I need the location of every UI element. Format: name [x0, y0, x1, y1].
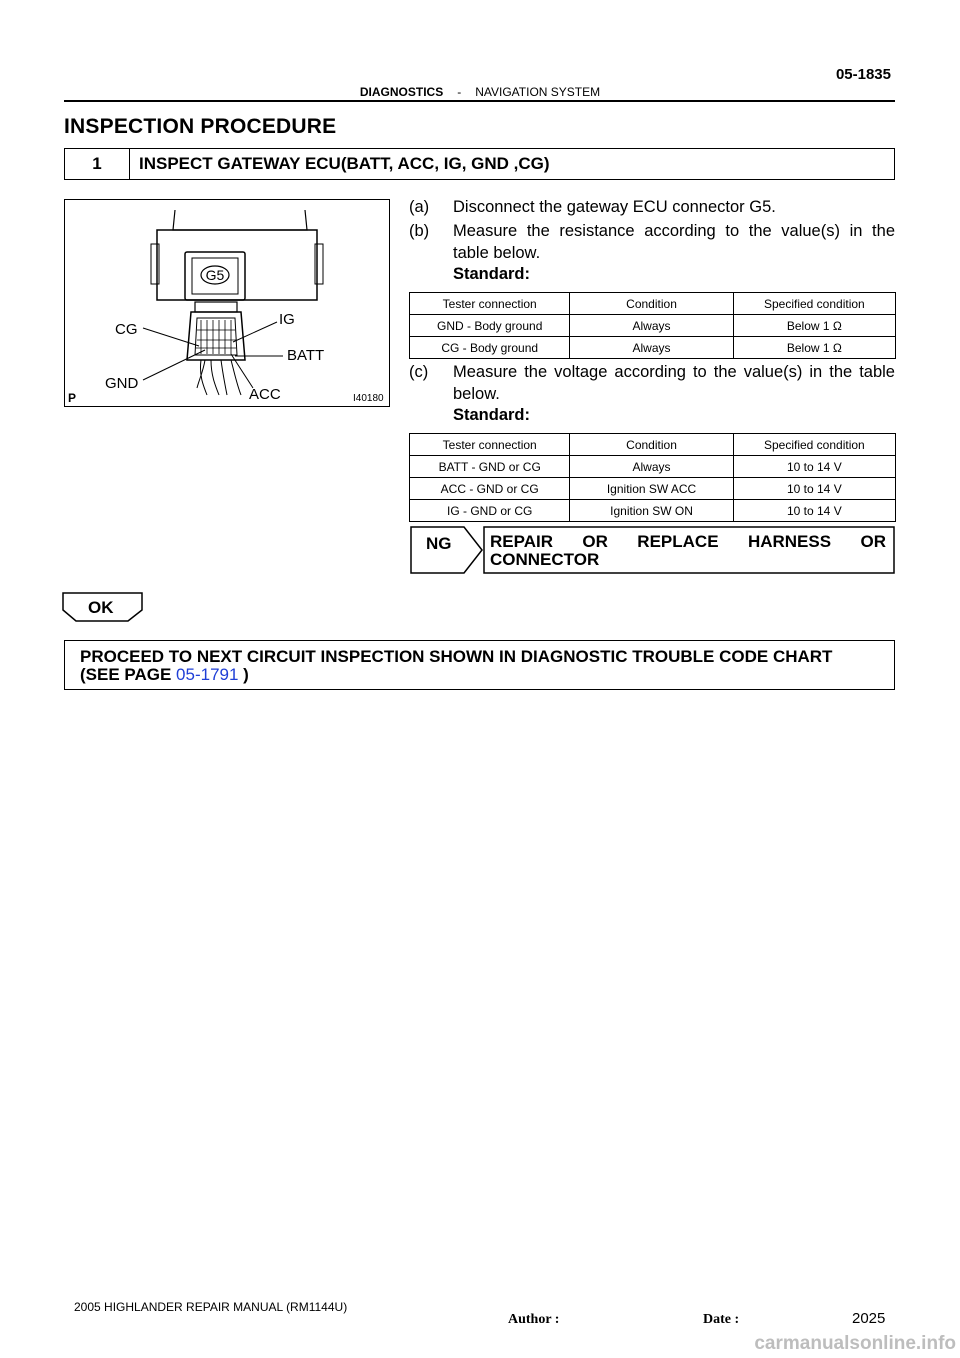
table-cell: Below 1 Ω — [733, 337, 895, 359]
voltage-table — [409, 433, 896, 522]
ng-label: NG — [426, 534, 452, 553]
footer-manual-title: 2005 HIGHLANDER REPAIR MANUAL (RM1144U) — [74, 1300, 348, 1314]
table-row — [410, 478, 896, 500]
instruction-c — [409, 361, 896, 405]
instruction-label: (a) — [409, 198, 430, 216]
instruction-text: Measure the voltage according to the value(s) in the table below. — [453, 363, 895, 403]
table-header-cell: Condition — [570, 434, 733, 456]
standard-label: Standard: — [453, 406, 531, 424]
table-row — [410, 500, 896, 522]
table-cell: 10 to 14 V — [733, 456, 895, 478]
table-cell: Below 1 Ω — [733, 315, 895, 337]
table-cell: CG - Body ground — [410, 337, 570, 359]
running-header — [0, 85, 960, 99]
ng-action-text — [490, 533, 886, 569]
table-cell: Always — [570, 337, 733, 359]
proceed-line2-suffix: ) — [238, 665, 249, 684]
header-section: DIAGNOSTICS — [359, 85, 444, 99]
label-acc: ACC — [249, 386, 281, 403]
instruction-text: Disconnect the gateway ECU connector G5. — [453, 198, 776, 216]
header-rule — [64, 100, 895, 102]
ng-word: HARNESS — [747, 532, 832, 551]
table-cell: Always — [570, 456, 733, 478]
step-number: 1 — [65, 149, 130, 179]
connector-label: G5 — [205, 267, 225, 283]
table-cell: Ignition SW ON — [570, 500, 733, 522]
table-cell: 10 to 14 V — [733, 478, 895, 500]
page-number: 05-1835 — [835, 66, 891, 83]
connector-illustration — [65, 200, 389, 406]
step-box — [64, 148, 895, 180]
ng-word: REPLACE — [637, 532, 719, 551]
proceed-line1: PROCEED TO NEXT CIRCUIT INSPECTION SHOWN IN DIAGNOSTIC TROUBLE CODE CHART — [80, 647, 833, 666]
label-ig: IG — [279, 311, 295, 328]
instruction-a — [409, 196, 896, 218]
watermark: carmanualsonline.info — [754, 1333, 956, 1354]
standard-label: Standard: — [453, 265, 531, 283]
table-row — [410, 456, 896, 478]
table-header-cell: Specified condition — [733, 293, 895, 315]
footer-author-label: Author : — [508, 1312, 560, 1327]
header-subsection: NAVIGATION SYSTEM — [475, 85, 601, 99]
connector-figure — [64, 199, 390, 407]
label-cg: CG — [115, 321, 138, 338]
ng-line2: CONNECTOR — [490, 550, 600, 569]
instruction-b — [409, 220, 896, 264]
resistance-table — [409, 292, 896, 359]
proceed-line2-prefix: (SEE PAGE — [80, 665, 177, 684]
table-header-row — [410, 434, 896, 456]
table-header-cell: Tester connection — [410, 434, 570, 456]
ok-label: OK — [88, 598, 114, 617]
table-cell: Ignition SW ACC — [570, 478, 733, 500]
table-header-cell: Tester connection — [410, 293, 570, 315]
table-cell: 10 to 14 V — [733, 500, 895, 522]
ng-word: OR — [582, 532, 608, 551]
ng-result-box — [410, 526, 895, 574]
footer-page-number: 2025 — [852, 1310, 886, 1327]
ng-word: OR — [860, 532, 886, 551]
header-separator: - — [457, 85, 462, 99]
ng-word: REPAIR — [490, 532, 553, 551]
table-cell: Always — [570, 315, 733, 337]
table-header-cell: Specified condition — [733, 434, 895, 456]
proceed-text — [80, 648, 832, 684]
table-row — [410, 315, 896, 337]
table-header-row — [410, 293, 896, 315]
section-title: INSPECTION PROCEDURE — [64, 115, 337, 138]
table-header-cell: Condition — [570, 293, 733, 315]
instruction-label: (c) — [409, 363, 429, 381]
label-gnd: GND — [105, 375, 139, 392]
table-cell: IG - GND or CG — [410, 500, 570, 522]
step-title: INSPECT GATEWAY ECU(BATT, ACC, IG, GND ,CG) — [139, 154, 550, 173]
table-row — [410, 337, 896, 359]
label-batt: BATT — [287, 347, 325, 364]
footer-date-label: Date : — [703, 1312, 740, 1327]
instruction-label: (b) — [409, 222, 430, 240]
table-cell: GND - Body ground — [410, 315, 570, 337]
proceed-box — [64, 640, 895, 690]
table-cell: ACC - GND or CG — [410, 478, 570, 500]
figure-code: I40180 — [353, 393, 384, 404]
page-link[interactable]: 05-1791 — [176, 665, 239, 684]
figure-corner-letter: P — [68, 391, 77, 405]
instruction-text: Measure the resistance according to the value(s) in the table below. — [453, 222, 895, 262]
table-cell: BATT - GND or CG — [410, 456, 570, 478]
